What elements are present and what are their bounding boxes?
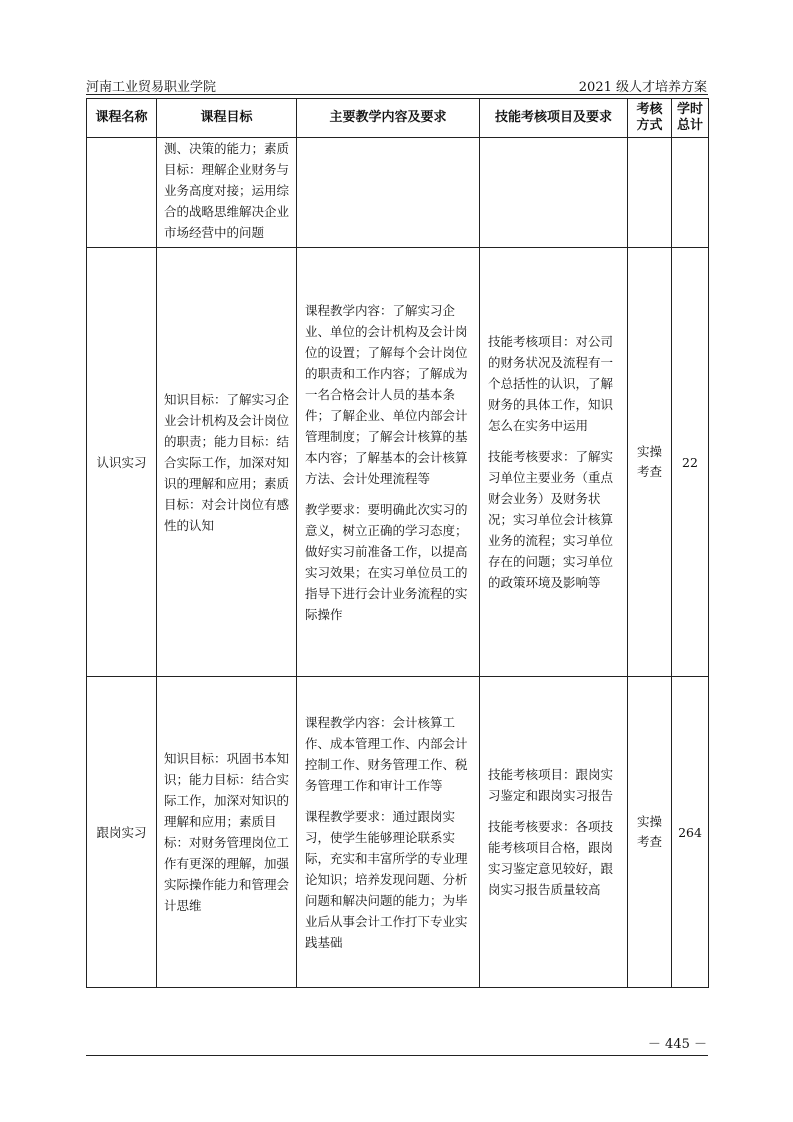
- page-number: － 445 －: [647, 1037, 707, 1052]
- column-header-hours-line1: 学时: [676, 102, 703, 117]
- skill-paragraph: 技能考核项目：跟岗实习鉴定和跟岗实习报告: [488, 767, 614, 803]
- header-document-title: 2021 级人才培养方案: [578, 80, 707, 95]
- table-row: [87, 248, 709, 677]
- content-paragraph: 教学要求：要明确此次实习的意义，树立正确的学习态度；做好实习前准备工作，以提高实习效果；在实习单位员工的指导下进行会计业务流程的实际操作: [305, 501, 468, 622]
- total-hours-cell: [672, 138, 709, 248]
- table-row: [87, 138, 709, 248]
- method-line2: 考查: [636, 464, 662, 479]
- skill-cell: [480, 248, 628, 677]
- table-header-row: [87, 99, 709, 138]
- column-header-method: [628, 99, 672, 138]
- column-header-hours-line2: 总计: [676, 118, 703, 133]
- assessment-method-cell: [628, 677, 672, 988]
- curriculum-table: [86, 98, 709, 988]
- total-hours-cell: 264: [672, 677, 709, 988]
- footer-divider: [86, 1055, 708, 1056]
- column-header-method-line1: 考核: [636, 102, 663, 117]
- course-goal-cell: 知识目标：了解实习企业会计机构及会计岗位的职责；能力目标：结合实际工作，加深对知识的理解和应用；素质目标：对会计岗位有感性的认知: [157, 248, 297, 677]
- method-line2: 考查: [636, 834, 662, 849]
- content-cell: [297, 248, 480, 677]
- course-goal-cell: 测、决策的能力；素质目标：理解企业财务与业务高度对接；运用综合的战略思维解决企业市场经营中的问题: [157, 138, 297, 248]
- course-name-cell: 跟岗实习: [87, 677, 157, 988]
- skill-cell: [480, 677, 628, 988]
- method-line1: 实操: [636, 814, 662, 829]
- skill-paragraph: 技能考核要求：了解实习单位主要业务（重点财会业务）及财务状况；实习单位会计核算业务的流程；实习单位存在的问题；实习单位的政策环境及影响等: [488, 449, 614, 590]
- column-header-skill: 技能考核项目及要求: [480, 99, 628, 138]
- assessment-method-cell: [628, 138, 672, 248]
- course-goal-cell: 知识目标：巩固书本知识；能力目标：结合实际工作，加深对知识的理解和应用；素质目标：对财务管理岗位工作有更深的理解，加强实际操作能力和管理会计思维: [157, 677, 297, 988]
- column-header-course-name: 课程名称: [87, 99, 157, 138]
- table-row: [87, 677, 709, 988]
- skill-paragraph: 技能考核项目：对公司的财务状况及流程有一个总括性的认识，了解财务的具体工作，知识怎么在实务中运用: [488, 334, 614, 433]
- skill-paragraph: 技能考核要求：各项技能考核项目合格，跟岗实习鉴定意见较好，跟岗实习报告质量较高: [488, 819, 614, 897]
- total-hours-cell: 22: [672, 248, 709, 677]
- content-paragraph: 课程教学要求：通过跟岗实习，使学生能够理论联系实际，充实和丰富所学的专业理论知识；培养发现问题、分析问题和解决问题的能力；为毕业后从事会计工作打下专业实践基础: [305, 808, 468, 950]
- content-cell: [297, 138, 480, 248]
- skill-cell: [480, 138, 628, 248]
- column-header-course-goal: 课程目标: [157, 99, 297, 138]
- course-name-cell: [87, 138, 157, 248]
- column-header-hours: [672, 99, 709, 138]
- header-divider: [86, 94, 708, 95]
- content-paragraph: 课程教学内容：了解实习企业、单位的会计机构及会计岗位的设置；了解每个会计岗位的职责和工作内容；了解成为一名合格会计人员的基本条件；了解企业、单位内部会计管理制度；了解会计核算的基本内容；了解基本的会计核算方法、会计处理流程等: [305, 302, 468, 486]
- course-name-cell: 认识实习: [87, 248, 157, 677]
- assessment-method-cell: [628, 248, 672, 677]
- method-line1: 实操: [636, 444, 662, 459]
- column-header-method-line2: 方式: [636, 118, 663, 133]
- header-institution: 河南工业贸易职业学院: [86, 80, 217, 95]
- content-cell: [297, 677, 480, 988]
- content-paragraph: 课程教学内容：会计核算工作、成本管理工作、内部会计控制工作、财务管理工作、税务管理工作和审计工作等: [305, 714, 468, 793]
- column-header-content: 主要教学内容及要求: [297, 99, 480, 138]
